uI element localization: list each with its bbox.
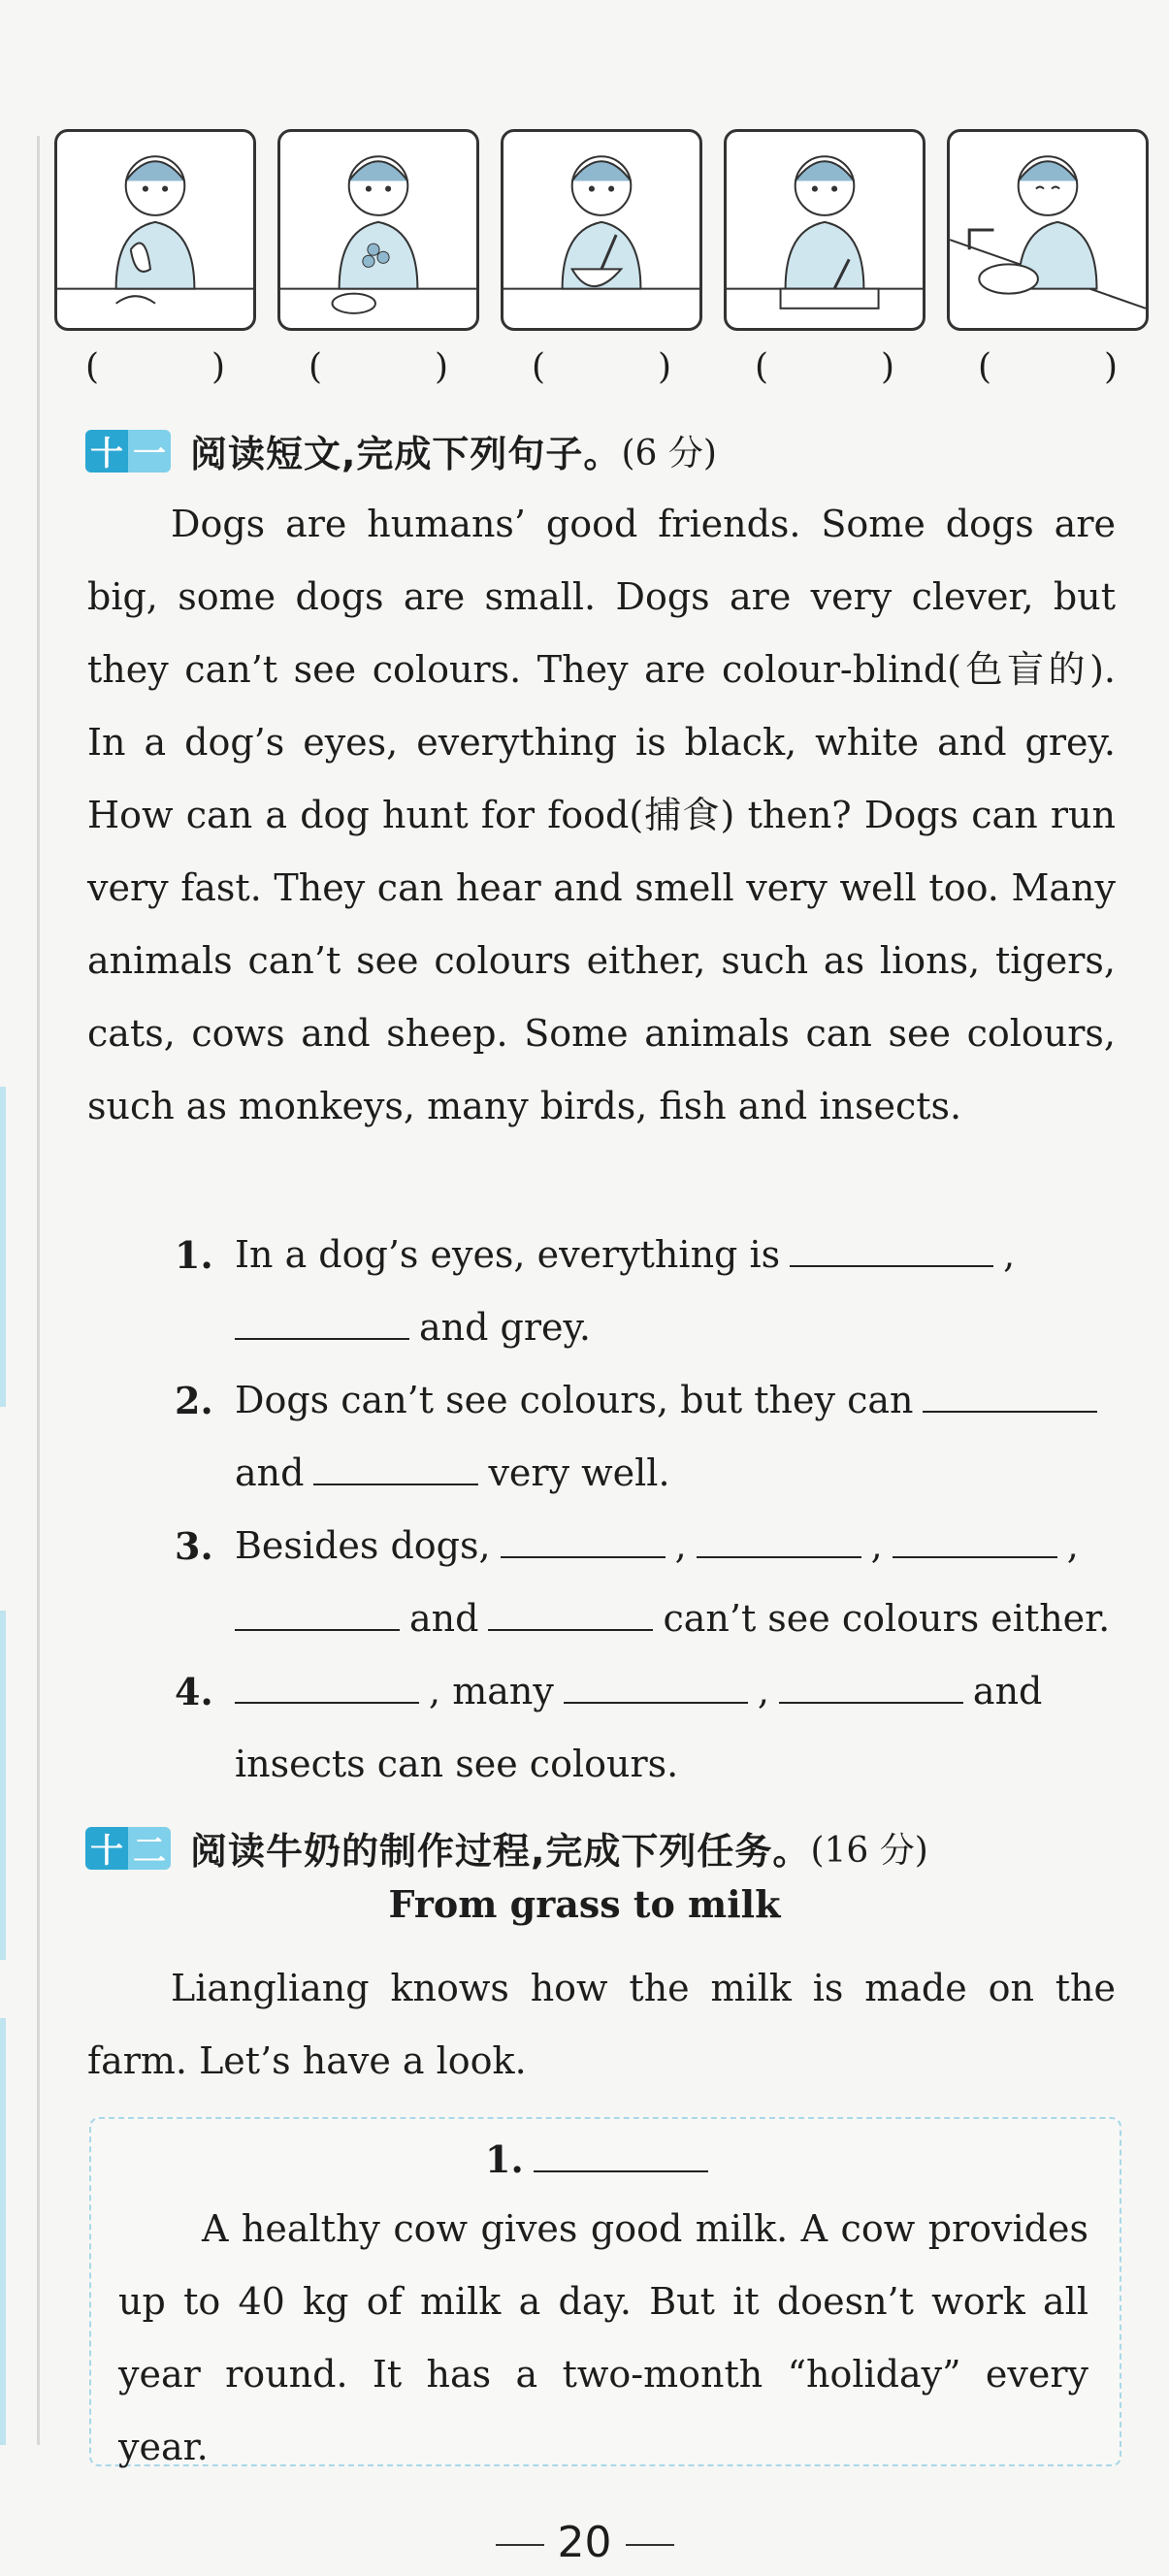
boy-washing-fruit-icon	[947, 129, 1149, 331]
section-badge: 十 一	[85, 430, 171, 473]
answer-blank[interactable]	[235, 1299, 409, 1340]
answer-blank[interactable]	[893, 1517, 1057, 1558]
section-title: 阅读牛奶的制作过程,完成下列任务。	[190, 1830, 811, 1873]
answer-parentheses-row	[54, 347, 1151, 396]
answer-blank[interactable]	[790, 1226, 993, 1267]
question-4: 4. , many , and insects can see colours.	[175, 1655, 1116, 1801]
question-1: 1. In a dog’s eyes, everything is , and grey.	[175, 1219, 1116, 1364]
section-badge: 十 二	[85, 1827, 171, 1870]
picture-row	[54, 129, 1151, 333]
section-score: (6 分)	[621, 434, 717, 473]
side-mark	[0, 1087, 6, 1407]
section-title: 阅读短文,完成下列句子。	[190, 433, 622, 475]
question-3: 3. Besides dogs, , , , and can’t see colours either.	[175, 1510, 1116, 1655]
answer-slot[interactable]: ( )	[532, 347, 671, 387]
boy-stirring-bowl-icon	[501, 129, 702, 331]
answer-slot[interactable]: ( )	[85, 347, 225, 387]
margin-line	[37, 136, 40, 2445]
answer-blank[interactable]	[779, 1663, 963, 1704]
answer-blank[interactable]	[501, 1517, 666, 1558]
answer-slot[interactable]: ( )	[978, 347, 1118, 387]
section-12-header	[85, 1821, 928, 1875]
answer-blank[interactable]	[534, 2132, 708, 2172]
answer-blank[interactable]	[488, 1590, 653, 1631]
reading-passage: Dogs are humans’ good friends. Some dogs are big, some dogs are small. Dogs are very clever, but they can’t see colours. They are colour-blind(色盲的). In a dog’s eyes, everything is black, white and grey. How can a dog hunt for food(捕食) then? Dogs can run very fast. They can hear and smell very well too. Many animals can’t see colours either, such as lions, tigers, cats, cows and sheep. Some animals can see colours, such as monkeys, many birds, fish and insects.	[87, 503, 1116, 1127]
answer-blank[interactable]	[235, 1663, 419, 1704]
boy-cutting-board-icon	[724, 129, 925, 331]
answer-blank[interactable]	[923, 1372, 1097, 1413]
boy-peeling-banana-icon	[54, 129, 256, 331]
passage-title: From grass to milk	[388, 1882, 781, 1926]
answer-blank[interactable]	[313, 1445, 478, 1485]
answer-blank[interactable]	[564, 1663, 748, 1704]
answer-blank[interactable]	[697, 1517, 861, 1558]
box-heading: 1.	[485, 2123, 718, 2197]
question-2: 2. Dogs can’t see colours, but they can and very well.	[175, 1364, 1116, 1510]
boy-eating-grapes-icon	[277, 129, 479, 331]
intro-paragraph: Liangliang knows how the milk is made on the farm. Let’s have a look.	[87, 1967, 1116, 2082]
answer-slot[interactable]: ( )	[755, 347, 894, 387]
page-number: 20	[0, 2518, 1169, 2567]
answer-blank[interactable]	[235, 1590, 400, 1631]
section-11-header	[85, 424, 717, 477]
side-mark	[0, 2018, 6, 2445]
answer-slot[interactable]: ( )	[308, 347, 448, 387]
section-score: (16 分)	[810, 1831, 928, 1871]
box-paragraph: A healthy cow gives good milk. A cow provides up to 40 kg of milk a day. But it doesn’t work all year round. It has a two-month “holiday” every year.	[118, 2207, 1088, 2468]
